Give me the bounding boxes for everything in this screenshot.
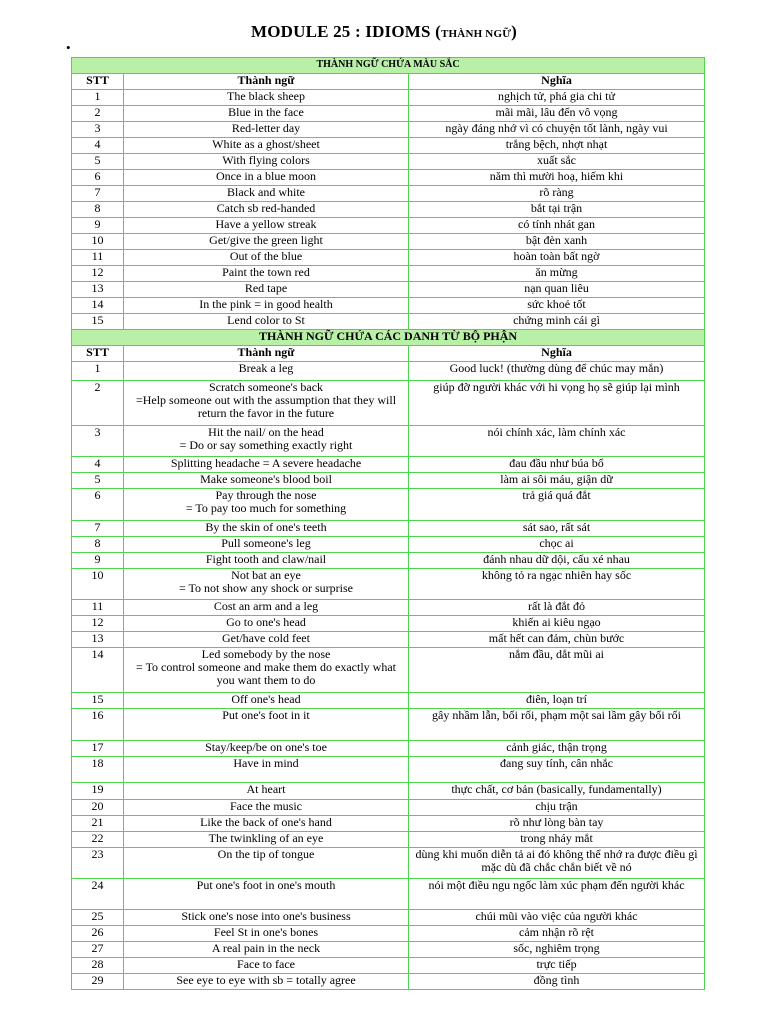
table-row [72, 426, 705, 457]
meaning-cell: trong nháy mắt [409, 832, 705, 848]
idiom-cell: Lend color to St [124, 314, 409, 330]
idiom-cell: In the pink = in good health [124, 298, 409, 314]
idiom-cell: Have a yellow streak [124, 218, 409, 234]
idiom-cell: Stay/keep/be on one's toe [124, 741, 409, 757]
row-number: 20 [72, 800, 124, 816]
table-row [72, 958, 705, 974]
table-row [72, 298, 705, 314]
table-row [72, 521, 705, 537]
table-row [72, 648, 705, 693]
row-number: 28 [72, 958, 124, 974]
idiom-cell: Blue in the face [124, 106, 409, 122]
row-number: 25 [72, 910, 124, 926]
table-row [72, 362, 705, 381]
meaning-cell: trả giá quá đắt [409, 489, 705, 521]
idiom-cell: Not bat an eye = To not show any shock or surprise [124, 569, 409, 600]
table-row [72, 926, 705, 942]
row-number: 14 [72, 298, 124, 314]
table-header-row [72, 346, 705, 362]
idiom-cell: The black sheep [124, 90, 409, 106]
meaning-cell: thực chất, cơ bản (basically, fundamentally) [409, 783, 705, 800]
idiom-cell: On the tip of tongue [124, 848, 409, 879]
table-row [72, 381, 705, 426]
idiom-cell: Face the music [124, 800, 409, 816]
row-number: 24 [72, 879, 124, 910]
meaning-cell: đang suy tính, cân nhắc [409, 757, 705, 783]
meaning-cell: có tính nhát gan [409, 218, 705, 234]
row-number: 14 [72, 648, 124, 693]
table-row [72, 832, 705, 848]
table-row [72, 489, 705, 521]
row-number: 10 [72, 569, 124, 600]
row-number: 9 [72, 218, 124, 234]
meaning-cell: nghịch tử, phá gia chi tử [409, 90, 705, 106]
meaning-cell: ăn mừng [409, 266, 705, 282]
row-number: 3 [72, 426, 124, 457]
row-number: 26 [72, 926, 124, 942]
header-stt: STT [72, 74, 124, 90]
table-row [72, 314, 705, 330]
meaning-cell: chúi mũi vào việc của người khác [409, 910, 705, 926]
table-row [72, 154, 705, 170]
idiom-cell: With flying colors [124, 154, 409, 170]
idiom-cell: Break a leg [124, 362, 409, 381]
table-row [72, 974, 705, 990]
row-number: 8 [72, 537, 124, 553]
table-row [72, 757, 705, 783]
idiom-cell: Hit the nail/ on the head = Do or say something exactly right [124, 426, 409, 457]
meaning-cell: bắt tại trận [409, 202, 705, 218]
table-row [72, 879, 705, 910]
meaning-cell: rất là đắt đỏ [409, 600, 705, 616]
row-number: 15 [72, 314, 124, 330]
table-row [72, 709, 705, 741]
idiom-cell: Splitting headache = A severe headache [124, 457, 409, 473]
table-row [72, 106, 705, 122]
row-number: 5 [72, 473, 124, 489]
row-number: 6 [72, 170, 124, 186]
meaning-cell: nói chính xác, làm chính xác [409, 426, 705, 457]
idiom-cell: Have in mind [124, 757, 409, 783]
idiom-cell: Get/give the green light [124, 234, 409, 250]
table-row [72, 600, 705, 616]
row-number: 17 [72, 741, 124, 757]
table-row [72, 234, 705, 250]
meaning-cell: đánh nhau dữ dội, cấu xé nhau [409, 553, 705, 569]
idiom-cell: Fight tooth and claw/nail [124, 553, 409, 569]
idiom-cell: Make someone's blood boil [124, 473, 409, 489]
table-row [72, 170, 705, 186]
bullet-marker: • [66, 40, 71, 55]
title-end: ) [511, 22, 518, 41]
table-row [72, 537, 705, 553]
idiom-cell: Red-letter day [124, 122, 409, 138]
row-number: 7 [72, 186, 124, 202]
table-row [72, 942, 705, 958]
table-row [72, 250, 705, 266]
row-number: 13 [72, 282, 124, 298]
meaning-cell: đồng tình [409, 974, 705, 990]
header-meaning: Nghĩa [409, 346, 705, 362]
idiom-cell: Off one's head [124, 693, 409, 709]
idiom-cell: White as a ghost/sheet [124, 138, 409, 154]
idiom-cell: Cost an arm and a leg [124, 600, 409, 616]
row-number: 2 [72, 106, 124, 122]
meaning-cell: chọc ai [409, 537, 705, 553]
row-number: 12 [72, 616, 124, 632]
section-title-row [72, 330, 705, 346]
row-number: 18 [72, 757, 124, 783]
header-idiom: Thành ngữ [124, 74, 409, 90]
meaning-cell: nắm đầu, dắt mũi ai [409, 648, 705, 693]
table-row [72, 800, 705, 816]
idiom-cell: Out of the blue [124, 250, 409, 266]
row-number: 7 [72, 521, 124, 537]
meaning-cell: sát sao, rất sát [409, 521, 705, 537]
idioms-table-body [72, 58, 705, 990]
header-idiom: Thành ngữ [124, 346, 409, 362]
table-row [72, 218, 705, 234]
idioms-table [71, 57, 705, 990]
meaning-cell: cảnh giác, thận trọng [409, 741, 705, 757]
meaning-cell: sức khoẻ tốt [409, 298, 705, 314]
meaning-cell: ngày đáng nhớ vì có chuyện tốt lành, ngày vui [409, 122, 705, 138]
row-number: 11 [72, 600, 124, 616]
idiom-cell: Like the back of one's hand [124, 816, 409, 832]
row-number: 4 [72, 457, 124, 473]
section-title-row [72, 58, 705, 74]
row-number: 1 [72, 90, 124, 106]
table-row [72, 616, 705, 632]
idiom-cell: A real pain in the neck [124, 942, 409, 958]
idiom-cell: The twinkling of an eye [124, 832, 409, 848]
idiom-cell: Scratch someone's back =Help someone out with the assumption that they will return the favor in the future [124, 381, 409, 426]
section-title: THÀNH NGỮ CHỨA MÀU SẮC [72, 58, 705, 74]
table-row [72, 122, 705, 138]
idiom-cell: See eye to eye with sb = totally agree [124, 974, 409, 990]
meaning-cell: hoàn toàn bất ngờ [409, 250, 705, 266]
meaning-cell: rõ ràng [409, 186, 705, 202]
title-sub: THÀNH NGỮ [441, 28, 512, 40]
meaning-cell: nạn quan liêu [409, 282, 705, 298]
row-number: 1 [72, 362, 124, 381]
table-row [72, 910, 705, 926]
meaning-cell: Good luck! (thường dùng để chúc may mắn) [409, 362, 705, 381]
idiom-cell: At heart [124, 783, 409, 800]
meaning-cell: chứng minh cái gì [409, 314, 705, 330]
meaning-cell: sốc, nghiêm trọng [409, 942, 705, 958]
meaning-cell: điên, loạn trí [409, 693, 705, 709]
meaning-cell: làm ai sôi máu, giận dữ [409, 473, 705, 489]
row-number: 21 [72, 816, 124, 832]
idiom-cell: Stick one's nose into one's business [124, 910, 409, 926]
meaning-cell: bật đèn xanh [409, 234, 705, 250]
title-main: MODULE 25 : IDIOMS ( [250, 22, 442, 41]
header-meaning: Nghĩa [409, 74, 705, 90]
page-title [0, 22, 768, 42]
meaning-cell: trực tiếp [409, 958, 705, 974]
table-row [72, 569, 705, 600]
row-number: 19 [72, 783, 124, 800]
idiom-cell: Pull someone's leg [124, 537, 409, 553]
row-number: 13 [72, 632, 124, 648]
header-stt: STT [72, 346, 124, 362]
row-number: 23 [72, 848, 124, 879]
table-row [72, 266, 705, 282]
meaning-cell: nói một điều ngu ngốc làm xúc phạm đến người khác [409, 879, 705, 910]
table-row [72, 632, 705, 648]
table-row [72, 138, 705, 154]
idiom-cell: Pay through the nose = To pay too much for something [124, 489, 409, 521]
idiom-cell: Led somebody by the nose = To control someone and make them do exactly what you want them to do [124, 648, 409, 693]
row-number: 10 [72, 234, 124, 250]
table-row [72, 202, 705, 218]
row-number: 11 [72, 250, 124, 266]
row-number: 4 [72, 138, 124, 154]
meaning-cell: năm thì mười hoạ, hiếm khi [409, 170, 705, 186]
row-number: 22 [72, 832, 124, 848]
row-number: 29 [72, 974, 124, 990]
row-number: 9 [72, 553, 124, 569]
row-number: 2 [72, 381, 124, 426]
table-row [72, 816, 705, 832]
table-header-row [72, 74, 705, 90]
idiom-cell: Paint the town red [124, 266, 409, 282]
table-row [72, 848, 705, 879]
meaning-cell: đau đầu như búa bổ [409, 457, 705, 473]
row-number: 12 [72, 266, 124, 282]
meaning-cell: mãi mãi, lâu đến vô vọng [409, 106, 705, 122]
idiom-cell: Catch sb red-handed [124, 202, 409, 218]
meaning-cell: mất hết can đảm, chùn bước [409, 632, 705, 648]
table-row [72, 457, 705, 473]
meaning-cell: chịu trận [409, 800, 705, 816]
idiom-cell: Put one's foot in it [124, 709, 409, 741]
idiom-cell: Red tape [124, 282, 409, 298]
idiom-cell: Once in a blue moon [124, 170, 409, 186]
idiom-cell: Face to face [124, 958, 409, 974]
row-number: 3 [72, 122, 124, 138]
row-number: 16 [72, 709, 124, 741]
meaning-cell: không tỏ ra ngạc nhiên hay sốc [409, 569, 705, 600]
table-row [72, 186, 705, 202]
row-number: 6 [72, 489, 124, 521]
table-row [72, 90, 705, 106]
row-number: 15 [72, 693, 124, 709]
idiom-cell: Get/have cold feet [124, 632, 409, 648]
table-row [72, 693, 705, 709]
table-row [72, 282, 705, 298]
idiom-cell: Feel St in one's bones [124, 926, 409, 942]
section-title: THÀNH NGỮ CHỨA CÁC DANH TỪ BỘ PHẬN [72, 330, 705, 346]
meaning-cell: khiến ai kiêu ngạo [409, 616, 705, 632]
table-row [72, 741, 705, 757]
table-row [72, 553, 705, 569]
meaning-cell: trắng bệch, nhợt nhạt [409, 138, 705, 154]
row-number: 8 [72, 202, 124, 218]
row-number: 5 [72, 154, 124, 170]
meaning-cell: gây nhầm lẫn, bối rối, phạm một sai lầm gây bối rối [409, 709, 705, 741]
table-row [72, 783, 705, 800]
meaning-cell: dùng khi muốn diễn tả ai đó không thể nhớ ra được điều gì mặc dù đã chắc chắn biết về nó [409, 848, 705, 879]
idiom-cell: By the skin of one's teeth [124, 521, 409, 537]
row-number: 27 [72, 942, 124, 958]
idiom-cell: Black and white [124, 186, 409, 202]
meaning-cell: giúp đỡ người khác với hi vọng họ sẽ giúp lại mình [409, 381, 705, 426]
table-row [72, 473, 705, 489]
idiom-cell: Put one's foot in one's mouth [124, 879, 409, 910]
meaning-cell: xuất sắc [409, 154, 705, 170]
meaning-cell: rõ như lòng bàn tay [409, 816, 705, 832]
meaning-cell: cảm nhận rõ rệt [409, 926, 705, 942]
idiom-cell: Go to one's head [124, 616, 409, 632]
